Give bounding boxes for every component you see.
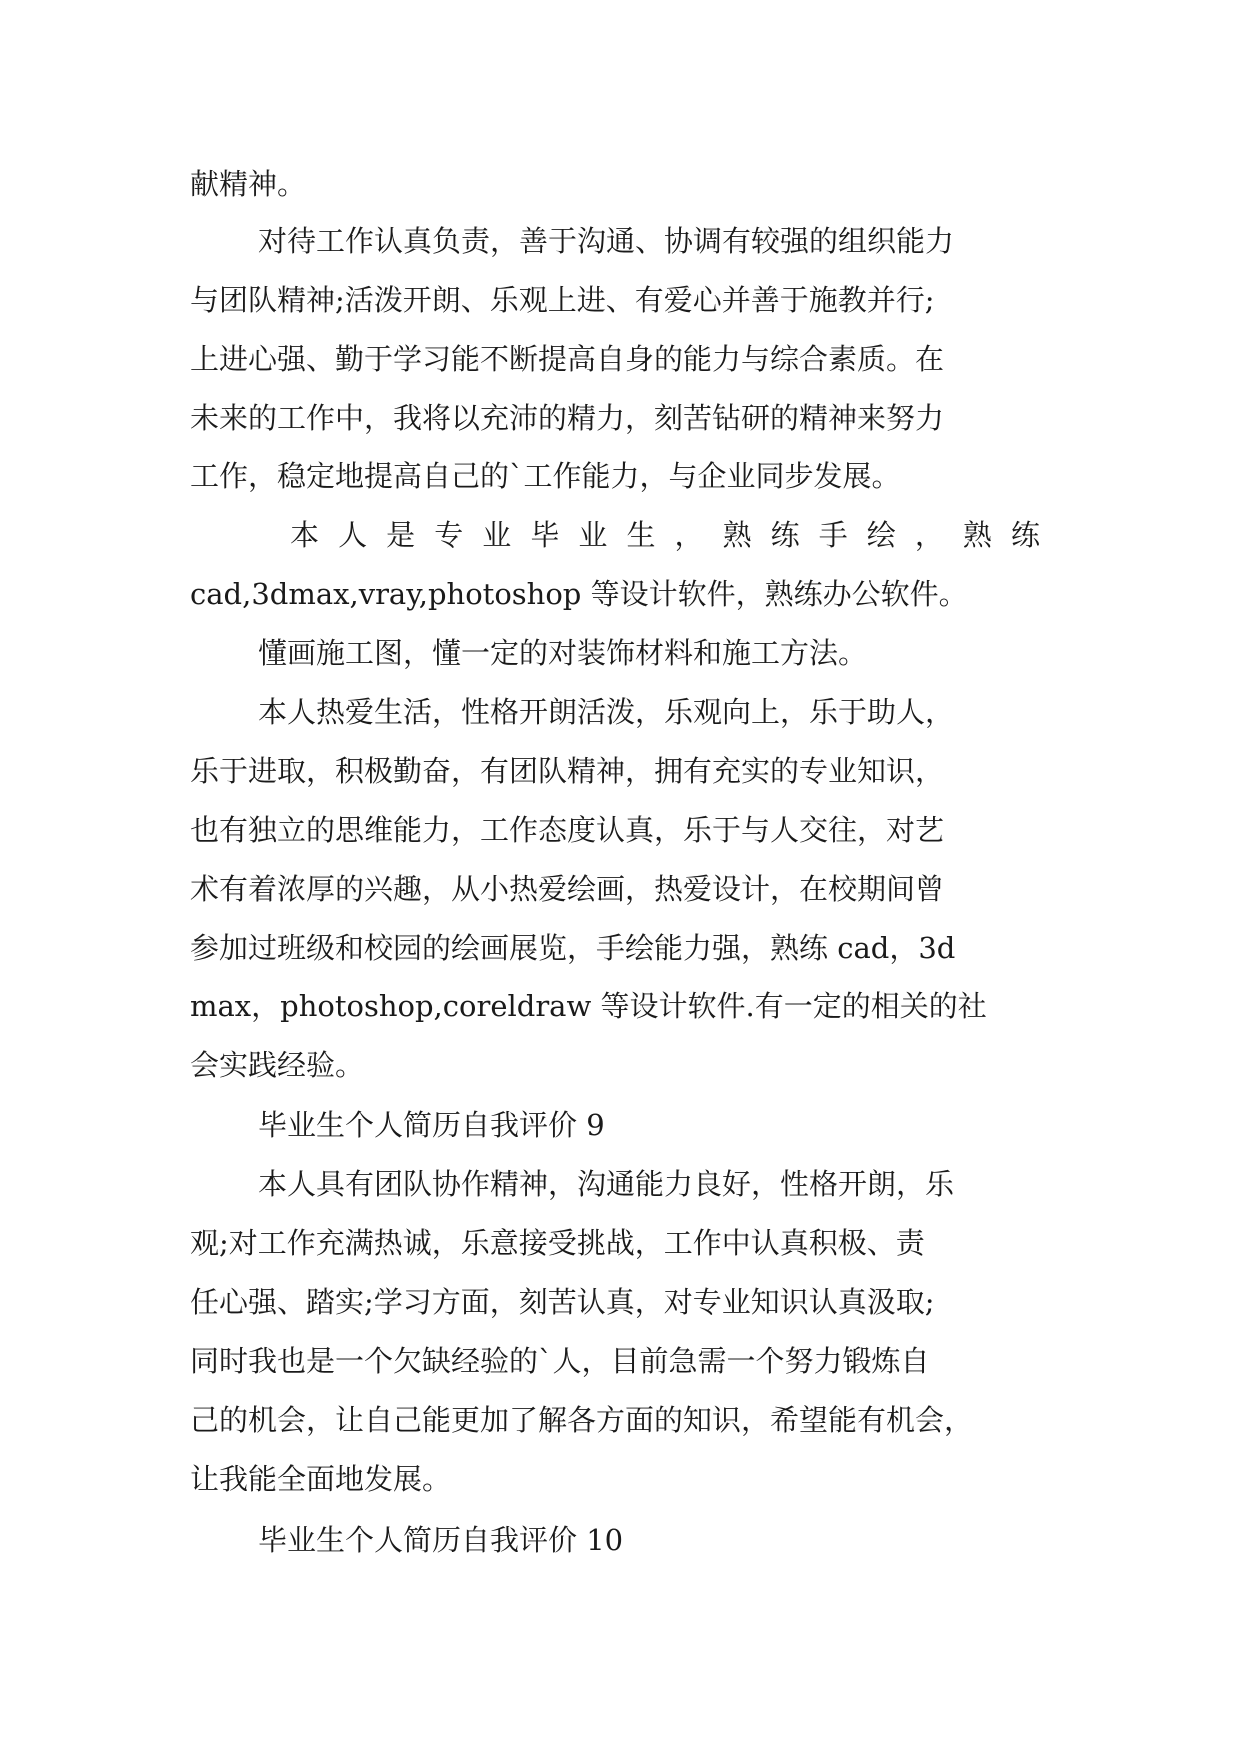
spaced-char: ，: [914, 518, 944, 552]
text-line: 让我能全面地发展。: [190, 1462, 452, 1496]
text-line: 懂画施工图，懂一定的对装饰材料和施工方法。: [258, 636, 868, 670]
spaced-char: 生: [626, 518, 656, 552]
spaced-char: 练: [1010, 518, 1040, 552]
text-line: max，photoshop,coreldraw 等设计软件.有一定的相关的社: [190, 989, 987, 1023]
spaced-char: 手: [818, 518, 848, 552]
spaced-char: 是: [386, 518, 416, 552]
text-line: 本人具有团队协作精神，沟通能力良好，性格开朗，乐: [258, 1167, 955, 1201]
spaced-char: 人: [338, 518, 368, 552]
text-line: 己的机会，让自己能更加了解各方面的知识，希望能有机会，: [190, 1403, 974, 1437]
text-line: 献精神。: [190, 167, 307, 201]
text-line: 任心强、踏实;学习方面，刻苦认真，对专业知识认真汲取;: [190, 1285, 935, 1319]
text-line: 与团队精神;活泼开朗、乐观上进、有爱心并善于施教并行;: [190, 283, 935, 317]
spaced-char: 专: [434, 518, 464, 552]
text-line: 同时我也是一个欠缺经验的`人，目前急需一个努力锻炼自: [190, 1344, 930, 1378]
text-line: 未来的工作中，我将以充沛的精力，刻苦钻研的精神来努力: [190, 401, 945, 435]
spaced-char: 熟: [962, 518, 992, 552]
text-line: 乐于进取，积极勤奋，有团队精神，拥有充实的专业知识，: [190, 754, 945, 788]
spaced-char: 熟: [722, 518, 752, 552]
text-line: 对待工作认真负责，善于沟通、协调有较强的组织能力: [258, 224, 955, 258]
spaced-char: 业: [578, 518, 608, 552]
spaced-char: 毕: [530, 518, 560, 552]
spaced-char: 练: [770, 518, 800, 552]
spaced-text-line: [290, 515, 1040, 555]
section-heading: 毕业生个人简历自我评价 10: [258, 1523, 624, 1557]
spaced-char: 本: [290, 518, 320, 552]
text-line: 工作，稳定地提高自己的`工作能力，与企业同步发展。: [190, 459, 901, 493]
text-line: 术有着浓厚的兴趣，从小热爱绘画，热爱设计，在校期间曾: [190, 872, 945, 906]
spaced-char: 业: [482, 518, 512, 552]
spaced-char: 绘: [866, 518, 896, 552]
text-line: 上进心强、勤于学习能不断提高自身的能力与综合素质。在: [190, 342, 945, 376]
text-line: 会实践经验。: [190, 1048, 365, 1082]
section-heading: 毕业生个人简历自我评价 9: [258, 1108, 605, 1142]
text-line: 参加过班级和校园的绘画展览，手绘能力强，熟练 cad，3d: [190, 931, 956, 965]
text-line: cad,3dmax,vray,photoshop 等设计软件，熟练办公软件。: [190, 577, 968, 611]
text-line: 观;对工作充满热诚，乐意接受挑战，工作中认真积极、责: [190, 1226, 925, 1260]
text-line: 也有独立的思维能力，工作态度认真，乐于与人交往，对艺: [190, 813, 945, 847]
spaced-char: ，: [674, 518, 704, 552]
text-line: 本人热爱生活，性格开朗活泼，乐观向上，乐于助人，: [258, 695, 955, 729]
